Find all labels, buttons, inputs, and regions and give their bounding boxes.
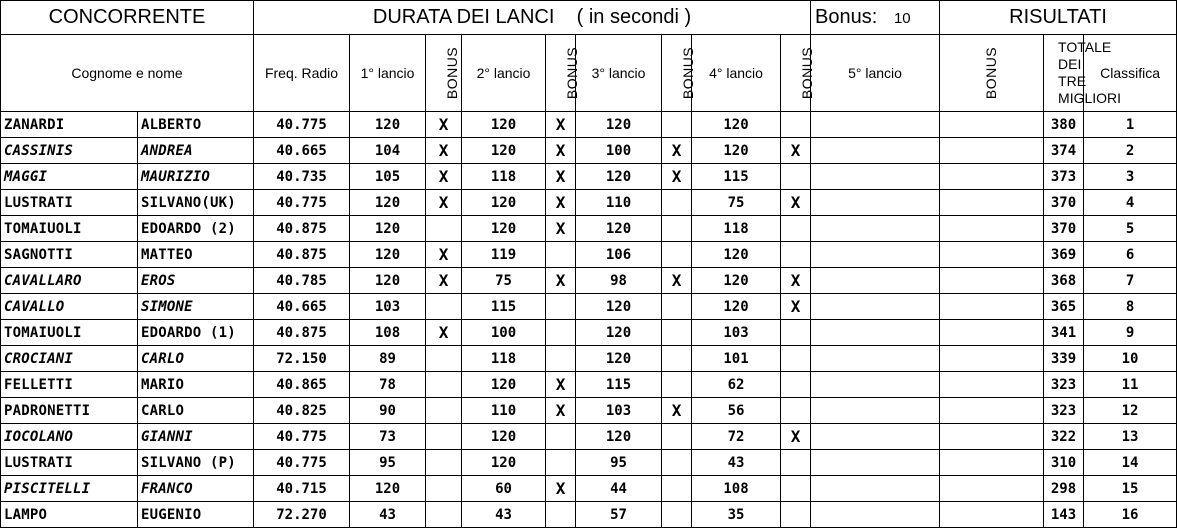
col-lancio1: 1° lancio	[350, 35, 426, 112]
first-name-cell: CARLO	[138, 398, 254, 424]
bonus4-cell: X	[781, 268, 811, 294]
bonus2-cell: X	[546, 268, 576, 294]
rank-cell: 10	[1084, 346, 1177, 372]
lancio2-cell: 120	[462, 372, 546, 398]
bonus-heading	[811, 1, 940, 35]
bonus5-cell	[940, 242, 1044, 268]
bonus-label-2: BONUS	[564, 46, 581, 100]
surname-cell: IOCOLANO	[1, 424, 138, 450]
lancio5-cell	[811, 398, 940, 424]
lancio2-cell: 120	[462, 216, 546, 242]
lancio4-cell: 75	[692, 190, 781, 216]
bonus-label-3: BONUS	[680, 46, 697, 100]
bonus1-cell: X	[426, 164, 462, 190]
lancio3-cell: 120	[576, 320, 662, 346]
bonus4-cell	[781, 346, 811, 372]
lancio1-cell: 120	[350, 216, 426, 242]
bonus5-cell	[940, 372, 1044, 398]
lancio2-cell: 118	[462, 164, 546, 190]
total-cell: 341	[1044, 320, 1084, 346]
lancio2-cell: 120	[462, 190, 546, 216]
surname-cell: PADRONETTI	[1, 398, 138, 424]
bonus4-cell	[781, 112, 811, 138]
bonus3-cell	[662, 242, 692, 268]
bonus4-cell	[781, 502, 811, 528]
lancio3-cell: 44	[576, 476, 662, 502]
lancio1-cell: 43	[350, 502, 426, 528]
table-row	[1, 216, 1177, 242]
column-header-row	[1, 35, 1177, 112]
lancio3-cell: 115	[576, 372, 662, 398]
lancio4-cell: 120	[692, 294, 781, 320]
freq-cell: 40.875	[254, 242, 350, 268]
freq-cell: 40.775	[254, 112, 350, 138]
first-name-cell: EDOARDO (1)	[138, 320, 254, 346]
first-name-cell: ANDREA	[138, 138, 254, 164]
col-classifica: Classifica	[1084, 35, 1177, 112]
total-cell: 143	[1044, 502, 1084, 528]
freq-cell: 40.775	[254, 424, 350, 450]
lancio5-cell	[811, 138, 940, 164]
bonus1-cell	[426, 502, 462, 528]
table-row	[1, 242, 1177, 268]
bonus2-cell	[546, 424, 576, 450]
bonus5-cell	[940, 138, 1044, 164]
bonus3-cell: X	[662, 164, 692, 190]
surname-cell: SAGNOTTI	[1, 242, 138, 268]
lancio2-cell: 75	[462, 268, 546, 294]
lancio1-cell: 78	[350, 372, 426, 398]
col-totale: TOTALE DEI TRE MIGLIORI	[1044, 35, 1084, 112]
bonus3-cell: X	[662, 268, 692, 294]
rank-cell: 2	[1084, 138, 1177, 164]
bonus-label-1: BONUS	[444, 46, 461, 100]
lancio4-cell: 120	[692, 268, 781, 294]
bonus3-cell	[662, 294, 692, 320]
lancio3-cell: 120	[576, 216, 662, 242]
bonus2-cell: X	[546, 138, 576, 164]
freq-cell: 40.665	[254, 294, 350, 320]
lancio4-cell: 56	[692, 398, 781, 424]
bonus1-cell: X	[426, 190, 462, 216]
lancio3-cell: 120	[576, 294, 662, 320]
bonus3-cell	[662, 502, 692, 528]
lancio1-cell: 120	[350, 268, 426, 294]
table-row	[1, 164, 1177, 190]
bonus1-cell	[426, 216, 462, 242]
bonus1-cell: X	[426, 242, 462, 268]
bonus5-cell	[940, 294, 1044, 320]
lancio2-cell: 120	[462, 450, 546, 476]
bonus1-cell: X	[426, 112, 462, 138]
table-row	[1, 502, 1177, 528]
freq-cell: 40.775	[254, 190, 350, 216]
lancio5-cell	[811, 190, 940, 216]
table-row	[1, 450, 1177, 476]
first-name-cell: GIANNI	[138, 424, 254, 450]
risultati-heading: RISULTATI	[940, 1, 1177, 35]
rank-cell: 13	[1084, 424, 1177, 450]
bonus2-cell	[546, 502, 576, 528]
bonus4-cell	[781, 476, 811, 502]
lancio1-cell: 73	[350, 424, 426, 450]
rank-cell: 3	[1084, 164, 1177, 190]
bonus-label: Bonus:	[815, 6, 878, 28]
bonus3-cell	[662, 346, 692, 372]
lancio3-cell: 100	[576, 138, 662, 164]
table-row	[1, 398, 1177, 424]
concorrente-heading: CONCORRENTE	[1, 1, 254, 35]
lancio4-cell: 35	[692, 502, 781, 528]
lancio2-cell: 60	[462, 476, 546, 502]
table-row	[1, 346, 1177, 372]
bonus2-cell: X	[546, 190, 576, 216]
bonus5-cell	[940, 216, 1044, 242]
surname-cell: CAVALLARO	[1, 268, 138, 294]
col-bonus1	[426, 35, 462, 112]
bonus5-cell	[940, 398, 1044, 424]
freq-cell: 40.775	[254, 450, 350, 476]
surname-cell: FELLETTI	[1, 372, 138, 398]
bonus3-cell	[662, 424, 692, 450]
surname-cell: CASSINIS	[1, 138, 138, 164]
freq-cell: 40.875	[254, 320, 350, 346]
bonus2-cell: X	[546, 112, 576, 138]
first-name-cell: SIMONE	[138, 294, 254, 320]
bonus2-cell: X	[546, 476, 576, 502]
surname-cell: CAVALLO	[1, 294, 138, 320]
bonus2-cell: X	[546, 164, 576, 190]
bonus3-cell	[662, 190, 692, 216]
lancio5-cell	[811, 424, 940, 450]
surname-cell: TOMAIUOLI	[1, 320, 138, 346]
total-cell: 323	[1044, 372, 1084, 398]
col-lancio3: 3° lancio	[576, 35, 662, 112]
col-lancio5: 5° lancio	[811, 35, 940, 112]
bonus1-cell	[426, 398, 462, 424]
lancio2-cell: 43	[462, 502, 546, 528]
lancio4-cell: 62	[692, 372, 781, 398]
lancio5-cell	[811, 216, 940, 242]
lancio1-cell: 108	[350, 320, 426, 346]
surname-cell: TOMAIUOLI	[1, 216, 138, 242]
col-bonus4	[781, 35, 816, 112]
bonus4-cell	[781, 216, 811, 242]
total-cell: 323	[1044, 398, 1084, 424]
title-row	[1, 1, 1177, 35]
bonus4-cell	[781, 242, 811, 268]
first-name-cell: FRANCO	[138, 476, 254, 502]
rank-cell: 1	[1084, 112, 1177, 138]
lancio4-cell: 72	[692, 424, 781, 450]
rank-cell: 15	[1084, 476, 1177, 502]
freq-cell: 40.735	[254, 164, 350, 190]
bonus5-cell	[940, 502, 1044, 528]
lancio2-cell: 118	[462, 346, 546, 372]
total-cell: 368	[1044, 268, 1084, 294]
lancio1-cell: 105	[350, 164, 426, 190]
table-row	[1, 138, 1177, 164]
lancio5-cell	[811, 476, 940, 502]
bonus4-cell	[781, 450, 811, 476]
bonus2-cell	[546, 294, 576, 320]
lancio4-cell: 115	[692, 164, 781, 190]
lancio3-cell: 120	[576, 424, 662, 450]
first-name-cell: SILVANO(UK)	[138, 190, 254, 216]
bonus4-cell: X	[781, 294, 811, 320]
table-row	[1, 476, 1177, 502]
total-cell: 339	[1044, 346, 1084, 372]
freq-cell: 40.825	[254, 398, 350, 424]
lancio3-cell: 120	[576, 164, 662, 190]
bonus4-cell	[781, 320, 811, 346]
lancio2-cell: 120	[462, 424, 546, 450]
total-cell: 374	[1044, 138, 1084, 164]
col-bonus2	[546, 35, 581, 112]
lancio4-cell: 43	[692, 450, 781, 476]
total-cell: 373	[1044, 164, 1084, 190]
bonus5-cell	[940, 476, 1044, 502]
rank-cell: 5	[1084, 216, 1177, 242]
surname-cell: LUSTRATI	[1, 450, 138, 476]
table-row	[1, 320, 1177, 346]
lancio5-cell	[811, 502, 940, 528]
lancio1-cell: 89	[350, 346, 426, 372]
lancio1-cell: 120	[350, 476, 426, 502]
bonus1-cell: X	[426, 138, 462, 164]
rank-cell: 16	[1084, 502, 1177, 528]
bonus5-cell	[940, 112, 1044, 138]
lancio5-cell	[811, 372, 940, 398]
table-row	[1, 372, 1177, 398]
lancio1-cell: 120	[350, 112, 426, 138]
table-row	[1, 424, 1177, 450]
surname-cell: CROCIANI	[1, 346, 138, 372]
total-cell: 369	[1044, 242, 1084, 268]
first-name-cell: EROS	[138, 268, 254, 294]
lancio5-cell	[811, 268, 940, 294]
bonus2-cell	[546, 320, 576, 346]
bonus1-cell	[426, 476, 462, 502]
surname-cell: MAGGI	[1, 164, 138, 190]
bonus2-cell	[546, 242, 576, 268]
lancio5-cell	[811, 346, 940, 372]
freq-cell: 72.150	[254, 346, 350, 372]
bonus3-cell	[662, 112, 692, 138]
lancio2-cell: 115	[462, 294, 546, 320]
bonus3-cell: X	[662, 138, 692, 164]
bonus2-cell	[546, 346, 576, 372]
lancio3-cell: 103	[576, 398, 662, 424]
first-name-cell: MARIO	[138, 372, 254, 398]
bonus1-cell: X	[426, 268, 462, 294]
bonus3-cell	[662, 216, 692, 242]
surname-cell: PISCITELLI	[1, 476, 138, 502]
bonus3-cell	[662, 450, 692, 476]
bonus1-cell: X	[426, 320, 462, 346]
lancio3-cell: 120	[576, 346, 662, 372]
lancio4-cell: 118	[692, 216, 781, 242]
surname-cell: LUSTRATI	[1, 190, 138, 216]
lancio1-cell: 90	[350, 398, 426, 424]
rank-cell: 6	[1084, 242, 1177, 268]
bonus2-cell	[546, 450, 576, 476]
first-name-cell: SILVANO (P)	[138, 450, 254, 476]
lancio5-cell	[811, 112, 940, 138]
bonus2-cell: X	[546, 372, 576, 398]
lancio2-cell: 120	[462, 112, 546, 138]
lancio4-cell: 120	[692, 242, 781, 268]
rank-cell: 14	[1084, 450, 1177, 476]
bonus5-cell	[940, 450, 1044, 476]
bonus1-cell	[426, 294, 462, 320]
lancio4-cell: 103	[692, 320, 781, 346]
bonus3-cell	[662, 476, 692, 502]
lancio5-cell	[811, 320, 940, 346]
rank-cell: 11	[1084, 372, 1177, 398]
total-cell: 370	[1044, 190, 1084, 216]
freq-cell: 40.875	[254, 216, 350, 242]
rank-cell: 4	[1084, 190, 1177, 216]
first-name-cell: CARLO	[138, 346, 254, 372]
bonus2-cell: X	[546, 216, 576, 242]
bonus4-cell: X	[781, 138, 811, 164]
freq-cell: 40.715	[254, 476, 350, 502]
lancio4-cell: 120	[692, 112, 781, 138]
lancio3-cell: 110	[576, 190, 662, 216]
bonus5-cell	[940, 424, 1044, 450]
durata-heading: DURATA DEI LANCI ( in secondi )	[254, 1, 811, 35]
table-row	[1, 112, 1177, 138]
lancio2-cell: 120	[462, 138, 546, 164]
col-lancio2: 2° lancio	[462, 35, 546, 112]
bonus1-cell	[426, 450, 462, 476]
lancio3-cell: 120	[576, 112, 662, 138]
bonus4-cell: X	[781, 424, 811, 450]
bonus1-cell	[426, 424, 462, 450]
total-cell: 310	[1044, 450, 1084, 476]
rank-cell: 9	[1084, 320, 1177, 346]
surname-cell: ZANARDI	[1, 112, 138, 138]
lancio3-cell: 106	[576, 242, 662, 268]
lancio4-cell: 108	[692, 476, 781, 502]
lancio5-cell	[811, 450, 940, 476]
lancio2-cell: 110	[462, 398, 546, 424]
lancio4-cell: 120	[692, 138, 781, 164]
rank-cell: 7	[1084, 268, 1177, 294]
lancio5-cell	[811, 242, 940, 268]
total-cell: 365	[1044, 294, 1084, 320]
bonus5-cell	[940, 268, 1044, 294]
freq-cell: 40.665	[254, 138, 350, 164]
bonus3-cell	[662, 372, 692, 398]
lancio2-cell: 119	[462, 242, 546, 268]
bonus4-cell	[781, 398, 811, 424]
bonus-label-5: BONUS	[983, 46, 1000, 100]
lancio5-cell	[811, 294, 940, 320]
lancio1-cell: 120	[350, 242, 426, 268]
bonus-label-4: BONUS	[799, 46, 816, 100]
bonus5-cell	[940, 346, 1044, 372]
bonus1-cell	[426, 346, 462, 372]
freq-cell: 40.785	[254, 268, 350, 294]
bonus3-cell: X	[662, 398, 692, 424]
col-lancio4: 4° lancio	[692, 35, 781, 112]
bonus1-cell	[426, 372, 462, 398]
rank-cell: 8	[1084, 294, 1177, 320]
first-name-cell: ALBERTO	[138, 112, 254, 138]
lancio3-cell: 95	[576, 450, 662, 476]
col-bonus3	[662, 35, 697, 112]
bonus4-cell	[781, 372, 811, 398]
total-cell: 380	[1044, 112, 1084, 138]
first-name-cell: EUGENIO	[138, 502, 254, 528]
first-name-cell: EDOARDO (2)	[138, 216, 254, 242]
bonus4-cell	[781, 164, 811, 190]
lancio1-cell: 120	[350, 190, 426, 216]
surname-cell: LAMPO	[1, 502, 138, 528]
bonus5-cell	[940, 190, 1044, 216]
freq-cell: 72.270	[254, 502, 350, 528]
freq-cell: 40.865	[254, 372, 350, 398]
table-row	[1, 190, 1177, 216]
lancio1-cell: 95	[350, 450, 426, 476]
table-row	[1, 294, 1177, 320]
lancio3-cell: 98	[576, 268, 662, 294]
total-cell: 322	[1044, 424, 1084, 450]
col-freq: Freq. Radio	[254, 35, 350, 112]
first-name-cell: MAURIZIO	[138, 164, 254, 190]
col-bonus5	[940, 35, 1044, 112]
col-nome: Cognome e nome	[1, 35, 254, 112]
lancio3-cell: 57	[576, 502, 662, 528]
rank-cell: 12	[1084, 398, 1177, 424]
lancio1-cell: 104	[350, 138, 426, 164]
lancio2-cell: 100	[462, 320, 546, 346]
bonus5-cell	[940, 320, 1044, 346]
bonus-value: 10	[893, 10, 911, 27]
bonus4-cell: X	[781, 190, 811, 216]
bonus5-cell	[940, 164, 1044, 190]
first-name-cell: MATTEO	[138, 242, 254, 268]
table-row	[1, 268, 1177, 294]
lancio4-cell: 101	[692, 346, 781, 372]
total-cell: 370	[1044, 216, 1084, 242]
total-cell: 298	[1044, 476, 1084, 502]
lancio5-cell	[811, 164, 940, 190]
bonus3-cell	[662, 320, 692, 346]
lancio1-cell: 103	[350, 294, 426, 320]
bonus2-cell: X	[546, 398, 576, 424]
